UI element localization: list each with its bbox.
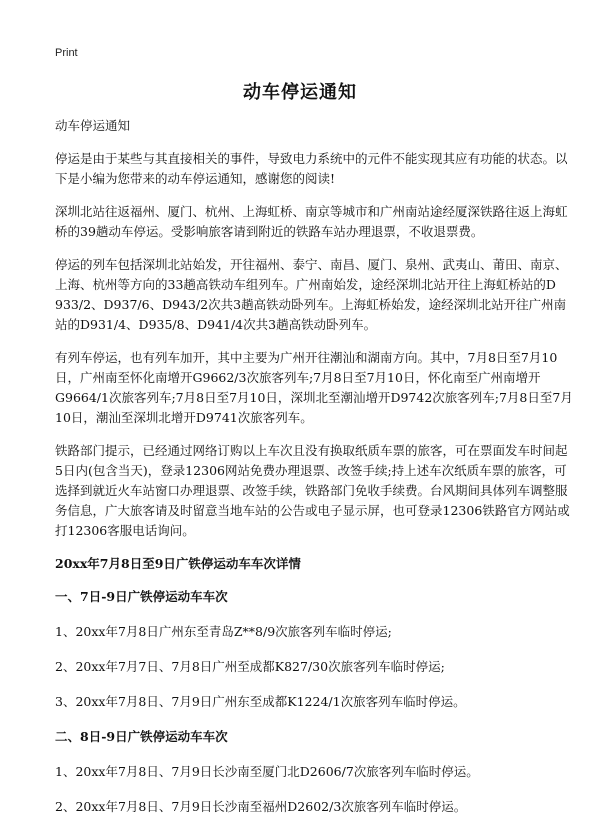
paragraph-5: 铁路部门提示，已经通过网络订购以上车次且没有换取纸质车票的旅客，可在票面发车时间起5日内(包含当天)，登录12306网站免费办理退票、改签手续;持上述车次纸质车票的旅客，可选择到就近火车站窗口办理退票、改签手续，铁路部门免收手续费。台风期间具体列车调整服务信息，广大旅客请及时留意当地车站的公告或电子显示屏，也可登录12306铁路官方网站或打12306客服电话询问。	[55, 443, 570, 538]
section-1-item-3: 3、20xx年7月8日、7月9日广州东至成都K1224/1次旅客列车临时停运。	[55, 694, 466, 709]
paragraph-3: 停运的列车包括深圳北站始发，开往福州、泰宁、南昌、厦门、泉州、武夷山、莆田、南京、上海、杭州等方向的33趟高铁动车组列车。广州南始发，途经深圳北站开往上海虹桥站的D 933/2、D937/6、D943/2次共3趟高铁动卧列车。上海虹桥始发，途经深圳北站开往广州南站的D931/4、D935/8、D941/4次共3趟高铁动卧列车。	[55, 257, 568, 332]
paragraph-2: 深圳北站往返福州、厦门、杭州、上海虹桥、南京等城市和广州南站途经厦深铁路往返上海虹桥的39趟动车停运。受影响旅客请到附近的铁路车站办理退票，不收退票费。	[55, 204, 568, 239]
section-2-item-2: 2、20xx年7月8日、7月9日长沙南至福州D2602/3次旅客列车临时停运。	[55, 799, 467, 814]
section-1-item-1: 1、20xx年7月8日广州东至青岛Z**8/9次旅客列车临时停运;	[55, 624, 392, 639]
details-heading: 20xx年7月8日至9日广铁停运动车车次详情	[55, 556, 301, 571]
page-title: 动车停运通知	[243, 82, 357, 103]
section-2-item-1: 1、20xx年7月8日、7月9日长沙南至厦门北D2606/7次旅客列车临时停运。	[55, 764, 479, 779]
print-link[interactable]: Print	[55, 47, 78, 59]
document-content	[55, 116, 575, 832]
section-2-title: 二、8日-9日广铁停运动车车次	[55, 729, 228, 744]
section-1-item-2: 2、20xx年7月7日、7月8日广州至成都K827/30次旅客列车临时停运;	[55, 659, 445, 674]
paragraph-1: 停运是由于某些与其直接相关的事件，导致电力系统中的元件不能实现其应有功能的状态。以下是小编为您带来的动车停运通知，感谢您的阅读!	[55, 151, 568, 186]
document-subtitle: 动车停运通知	[55, 118, 131, 133]
section-1-title: 一、7日-9日广铁停运动车车次	[55, 589, 228, 604]
paragraph-4: 有列车停运，也有列车加开，其中主要为广州开往潮汕和湖南方向。其中，7月8日至7月10日，广州南至怀化南增开G9662/3次旅客列车;7月8日至7月10日，怀化南至广州南增开G9664/1次旅客列车;7月8日至7月10日，深圳北至潮汕增开D9742次旅客列车;7月8日至7月10日，潮汕至深圳北增开D9741次旅客列车。	[55, 350, 573, 425]
